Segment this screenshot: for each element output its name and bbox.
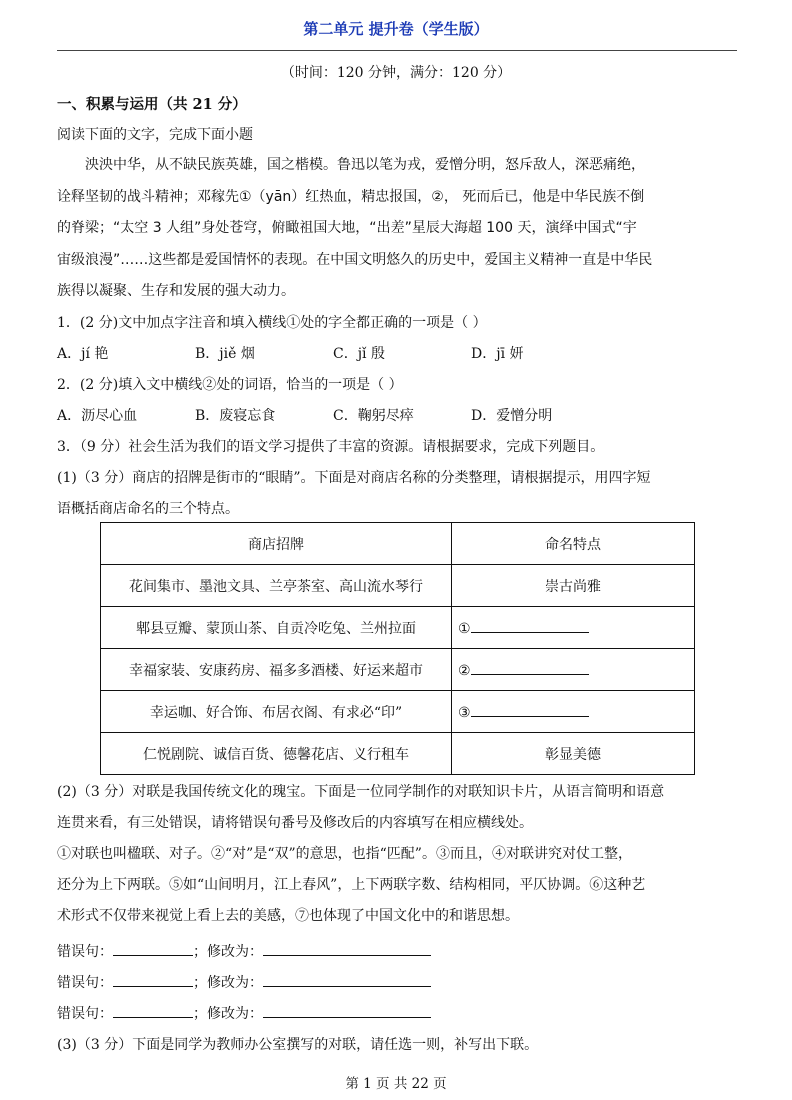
reading-passage <box>57 150 739 308</box>
blank-marker: ② <box>458 663 471 679</box>
error-label: 错误句： <box>57 1006 113 1022</box>
table-header: 命名特点 <box>452 523 695 565</box>
shop-names-cell: 花间集市、墨池文具、兰亭茶室、高山流水琴行 <box>101 565 452 607</box>
fix-blank[interactable] <box>263 972 431 987</box>
answer-blank[interactable] <box>471 618 589 633</box>
shop-names-cell: 幸运咖、好合饰、布居衣阁、有求必“印” <box>101 691 452 733</box>
table-row <box>101 565 695 607</box>
blank-marker: ① <box>458 621 471 637</box>
question-3-sub1-line2: 语概括商店命名的三个特点。 <box>57 501 239 517</box>
feature-cell: 崇古尚雅 <box>452 565 695 607</box>
feature-answer-cell[interactable] <box>452 607 695 649</box>
option-a[interactable]: A．jí 艳 <box>57 346 109 362</box>
sub2-line: 连贯来看，有三处错误，请将错误句番号及修改后的内容填写在相应横线处。 <box>57 815 533 831</box>
table-row <box>101 733 695 775</box>
fix-label: ；修改为： <box>193 944 263 960</box>
option-c[interactable]: C．jǐ 殷 <box>333 346 385 362</box>
table-row <box>101 691 695 733</box>
answer-line <box>57 941 431 961</box>
passage-line: 宙级浪漫”……这些都是爱国情怀的表现。在中国文明悠久的历史中，爱国主义精神一直是中华民 <box>57 251 653 268</box>
error-blank[interactable] <box>113 972 193 987</box>
fix-blank[interactable] <box>263 1003 431 1018</box>
sub2-line: 还分为上下两联。⑤如“山间明月，江上春风”，上下两联字数、结构相同，平仄协调。⑥这种艺 <box>57 877 646 893</box>
feature-answer-cell[interactable] <box>452 649 695 691</box>
page-number: 第 1 页 共 22 页 <box>345 1076 447 1092</box>
table-header: 商店招牌 <box>101 523 452 565</box>
fix-blank[interactable] <box>263 941 431 956</box>
error-label: 错误句： <box>57 975 113 991</box>
shop-sign-table <box>100 522 695 775</box>
question-3-sub2 <box>57 777 739 932</box>
page-title: 第二单元 提升卷（学生版） <box>303 20 489 38</box>
option-b[interactable]: B．废寝忘食 <box>195 408 276 424</box>
shop-names-cell: 郫县豆瓣、蒙顶山茶、自贡冷吃兔、兰州拉面 <box>101 607 452 649</box>
sub2-line: 术形式不仅带来视觉上看上去的美感，⑦也体现了中国文化中的和谐思想。 <box>57 908 519 924</box>
fix-label: ；修改为： <box>193 1006 263 1022</box>
passage-line: 族得以凝聚、生存和发展的强大动力。 <box>57 283 295 299</box>
error-blank[interactable] <box>113 1003 193 1018</box>
error-blank[interactable] <box>113 941 193 956</box>
question-3-sub1-line1: (1)（3 分）商店的招牌是街市的“眼睛”。下面是对商店名称的分类整理，请根据提示，用四字短 <box>57 470 651 486</box>
blank-marker: ③ <box>458 705 471 721</box>
option-d[interactable]: D．jī 妍 <box>471 346 524 362</box>
reading-instruction: 阅读下面的文字，完成下面小题 <box>57 127 253 143</box>
table-row <box>101 607 695 649</box>
table-row <box>101 649 695 691</box>
exam-time-info: （时间：120 分钟，满分：120 分） <box>280 65 512 81</box>
answer-line <box>57 1003 431 1023</box>
fix-label: ；修改为： <box>193 975 263 991</box>
feature-answer-cell[interactable] <box>452 691 695 733</box>
passage-line: 泱泱中华，从不缺民族英雄，国之楷模。鲁迅以笔为戎，爱憎分明，怒斥敌人，深恶痛绝， <box>85 157 645 173</box>
sub2-line: (2)（3 分）对联是我国传统文化的瑰宝。下面是一位同学制作的对联知识卡片，从语言简明和语意 <box>57 784 665 800</box>
option-c[interactable]: C．鞠躬尽瘁 <box>333 408 414 424</box>
question-3-stem: 3．（9 分）社会生活为我们的语文学习提供了丰富的资源。请根据要求，完成下列题目。 <box>57 439 605 455</box>
passage-line: 的脊梁；“太空 3 人组”身处苍穹，俯瞰祖国大地，“出差”星辰大海超 100 天，演绎中国式“宇 <box>57 220 637 236</box>
shop-names-cell: 仁悦剧院、诚信百货、德馨花店、义行租车 <box>101 733 452 775</box>
option-d[interactable]: D．爱憎分明 <box>471 408 553 424</box>
error-label: 错误句： <box>57 944 113 960</box>
question-1-stem: 1．(2 分)文中加点字注音和填入横线①处的字全都正确的一项是（ ） <box>57 315 487 331</box>
table-header-row <box>101 523 695 565</box>
sub2-line: ①对联也叫楹联、对子。②“对”是“双”的意思，也指“匹配”。③而且，④对联讲究对仗工整， <box>57 846 632 862</box>
option-b[interactable]: B．jiě 烟 <box>195 346 255 362</box>
passage-line: 诠释坚韧的战斗精神；邓稼先①（yān）红热血，精忠报国，②， 死而后已，他是中华民族不倒 <box>57 188 645 205</box>
answer-blank[interactable] <box>471 660 589 675</box>
section-title: 一、积累与运用（共 21 分） <box>57 96 247 113</box>
feature-cell: 彰显美德 <box>452 733 695 775</box>
header-divider <box>57 50 737 51</box>
option-a[interactable]: A．沥尽心血 <box>57 408 138 424</box>
answer-line <box>57 972 431 992</box>
question-2-stem: 2．(2 分)填入文中横线②处的词语，恰当的一项是（ ） <box>57 377 403 393</box>
answer-blank[interactable] <box>471 702 589 717</box>
shop-names-cell: 幸福家装、安康药房、福多多酒楼、好运来超市 <box>101 649 452 691</box>
question-3-sub3: (3)（3 分）下面是同学为教师办公室撰写的对联，请任选一则，补写出下联。 <box>57 1037 539 1053</box>
